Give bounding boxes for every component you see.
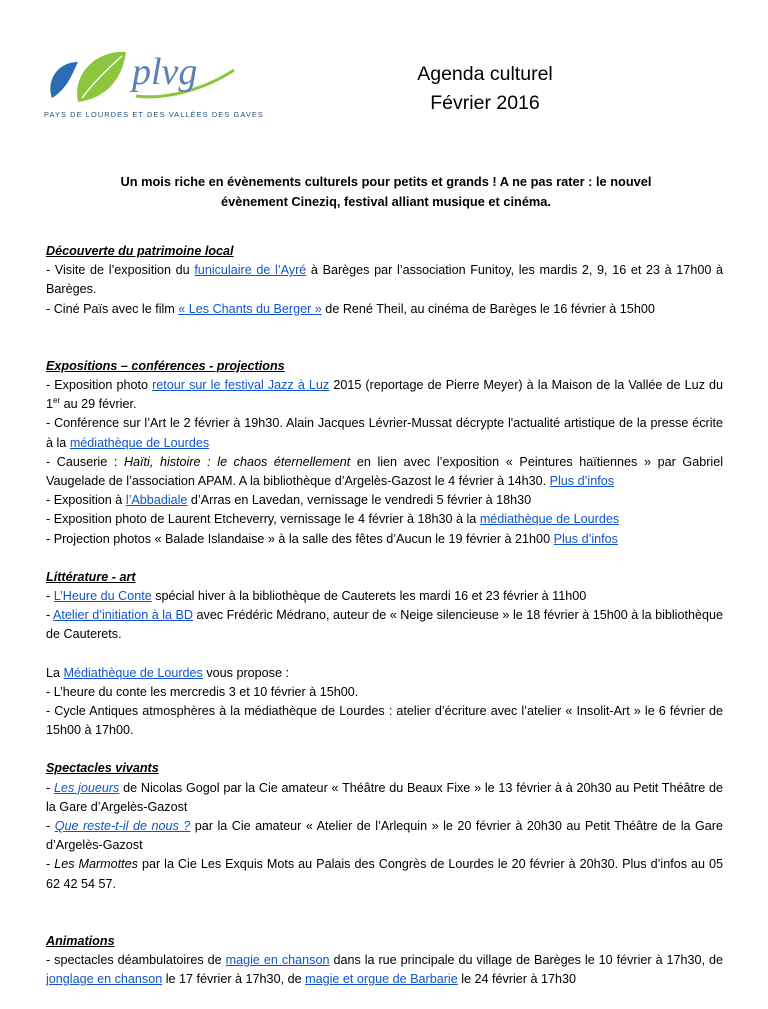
logo-text: plvg	[132, 51, 198, 93]
patrimoine-item-1: - Visite de l’exposition du funiculaire de l’Ayré à Barèges par l’association Funitoy, les mardis 2, 9, 16 et 23 à 17h00 à Barèges.	[46, 263, 723, 297]
mediatheque-item-1: - L’heure du conte les mercredis 3 et 10 février à 15h00.	[46, 684, 359, 699]
link-funiculaire[interactable]: funiculaire de l’Ayré	[194, 263, 307, 278]
title-line-2: Février 2016	[430, 92, 540, 114]
section-title-expositions: Expositions – conférences - projections	[46, 358, 285, 373]
spectacle-item-2: - Que reste-t-il de nous ? par la Cie amateur « Atelier de l’Arlequin » le 20 février à 20h30 au Petit Théâtre de la Gare d’Argelès-Gazost	[46, 819, 723, 853]
link-mediatheque-lourdes-3[interactable]: Médiathèque de Lourdes	[63, 665, 203, 680]
section-title-patrimoine: Découverte du patrimoine local	[46, 244, 234, 258]
leaf-logo-icon	[44, 40, 244, 112]
link-les-joueurs[interactable]: Les joueurs	[53, 780, 120, 795]
plvg-logo	[44, 40, 264, 130]
link-jazz-a-luz[interactable]: retour sur le festival Jazz à Luz	[152, 378, 330, 393]
spectacle-item-3: - Les Marmottes par la Cie Les Exquis Mots au Palais des Congrès de Lourdes le 20 février à 20h30. Plus d’infos au 05 62 42 54 57.	[46, 857, 723, 891]
intro-text: Un mois riche en évènements culturels pour petits et grands ! A ne pas rater : le nouvel évènement Cineziq, festival alliant musique et cinéma.	[120, 174, 652, 209]
mediatheque-item-2: - Cycle Antiques atmosphères à la médiathèque de Lourdes : atelier d’écriture avec l’atelier « Insolit-Art » le 6 février de 15h00 à 17h00.	[46, 704, 723, 738]
expo-item-6: - Projection photos « Balade Islandaise » à la salle des fêtes d’Aucun le 19 février à 21h00 Plus d’infos	[46, 531, 618, 546]
link-jonglage-en-chanson[interactable]: jonglage en chanson	[46, 972, 163, 987]
link-que-reste-t-il[interactable]: Que reste-t-il de nous ?	[54, 819, 191, 834]
link-mediatheque-lourdes-2[interactable]: médiathèque de Lourdes	[479, 512, 620, 527]
mediatheque-intro: La Médiathèque de Lourdes vous propose :	[46, 665, 289, 680]
section-litterature	[46, 568, 723, 645]
title-line-1: Agenda culturel	[417, 63, 553, 85]
link-plus-infos-2[interactable]: Plus d’infos	[553, 531, 618, 546]
expo-item-4: - Exposition à l’Abbadiale d’Arras en Lavedan, vernissage le vendredi 5 février à 18h30	[46, 493, 532, 508]
link-magie-orgue-barbarie[interactable]: magie et orgue de Barbarie	[305, 972, 458, 987]
section-mediatheque	[46, 664, 723, 741]
expo-item-5: - Exposition photo de Laurent Etcheverry, vernissage le 4 février à 18h30 à la médiathèque de Lourdes	[46, 512, 620, 527]
agenda-content	[46, 242, 723, 1009]
section-expositions	[46, 357, 723, 549]
spectacle-item-1: - Les joueurs de Nicolas Gogol par la Cie amateur « Théâtre du Beaux Fixe » le 13 février à à 20h30 au Petit Théâtre de la Gare d’Argelès-Gazost	[46, 780, 723, 814]
litterature-item-2: - Atelier d’initiation à la BD avec Frédéric Médrano, auteur de « Neige silencieuse » le 18 février à 15h00 à la bibliothèque de Cauterets.	[46, 608, 723, 642]
link-mediatheque-lourdes-1[interactable]: médiathèque de Lourdes	[69, 435, 210, 450]
link-heure-du-conte[interactable]: L’Heure du Conte	[53, 589, 152, 604]
section-title-litterature: Littérature - art	[46, 569, 136, 584]
patrimoine-item-2: - Ciné Païs avec le film « Les Chants du Berger » de René Theil, au cinéma de Barèges le 16 février à 15h00	[46, 301, 655, 316]
link-abbadiale[interactable]: l’Abbadiale	[125, 493, 188, 508]
section-title-spectacles: Spectacles vivants	[46, 761, 159, 776]
link-chants-du-berger[interactable]: « Les Chants du Berger »	[178, 301, 322, 316]
section-title-animations: Animations	[46, 933, 115, 948]
link-magie-en-chanson[interactable]: magie en chanson	[225, 953, 330, 968]
link-atelier-bd[interactable]: Atelier d’initiation à la BD	[53, 608, 194, 623]
litterature-item-1: - L’Heure du Conte spécial hiver à la bibliothèque de Cauterets les mardi 16 et 23 février à 11h00	[46, 589, 587, 604]
section-animations	[46, 932, 723, 990]
expo-item-1: - Exposition photo retour sur le festival Jazz à Luz 2015 (reportage de Pierre Meyer) à la Maison de la Vallée de Luz du 1er au 29 février.	[46, 378, 724, 412]
expo-item-2: - Conférence sur l’Art le 2 février à 19h30. Alain Jacques Lévrier-Mussat décrypte l'actualité artistique de la presse écrite à la médiathèque de Lourdes	[46, 416, 723, 450]
page-title	[370, 60, 600, 118]
expo-item-3: - Causerie : Haïti, histoire : le chaos éternellement en lien avec l’exposition « Peintures haïtiennes » par Gabriel Vaugelade de l’association APAM. A la bibliothèque d’Argelès-Gazost le 4 février à 14h30. Plus d’infos	[46, 454, 724, 489]
logo-tagline: PAYS DE LOURDES ET DES VALLÉES DES GAVES	[44, 110, 264, 119]
section-patrimoine	[46, 242, 723, 319]
animation-item-1: - spectacles déambulatoires de magie en chanson dans la rue principale du village de Barèges le 10 février à 17h30, de jonglage en chanson le 17 février à 17h30, de magie et orgue de Barbarie le 24 février à 17h30	[46, 953, 724, 987]
section-spectacles	[46, 759, 723, 893]
link-plus-infos-1[interactable]: Plus d’infos	[549, 474, 615, 489]
